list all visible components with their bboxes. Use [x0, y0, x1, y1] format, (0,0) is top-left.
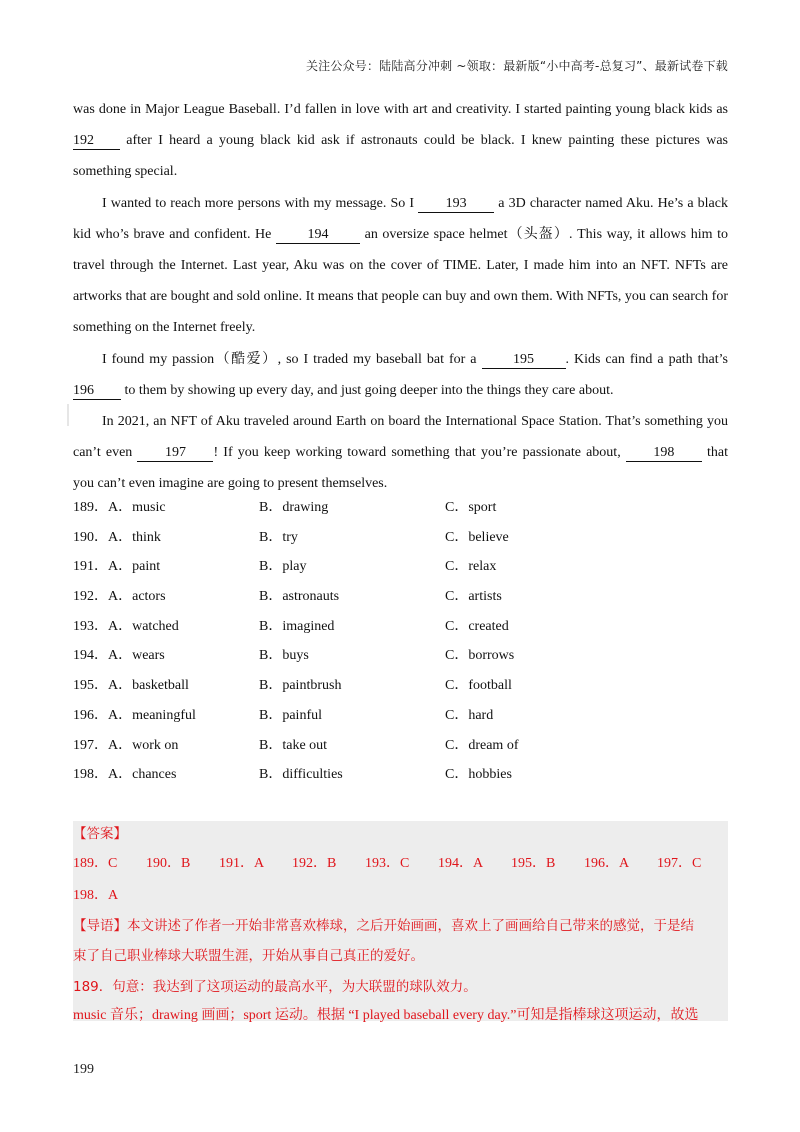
margin-mark [67, 404, 69, 426]
guide-line-1: 【导语】本文讲述了作者一开始非常喜欢棒球，之后开始画画，喜欢上了画画给自己带来的感觉，于是结 [73, 918, 694, 934]
paragraph-1: was done in Major League Baseball. I’d fallen in love with art and creativity. I started painting young black kids as 192 after I heard a young black kid ask if astronauts could be black. I knew painting these pictures was something special. [73, 102, 728, 180]
q189-explanation: music 音乐；drawing 画画；sport 运动。根据 “I played baseball every day.”可知是指棒球这项运动，故选 [73, 1008, 699, 1023]
q189-sentence: 189．句意：我达到了这项运动的最高水平，为大联盟的球队效力。 [73, 979, 477, 995]
passage [73, 94, 728, 500]
option-row: 190．A．think B．try C．believe [73, 529, 509, 545]
blank-198: 198 [626, 445, 702, 462]
answer-key-last: 198．A [73, 888, 119, 903]
options-list [73, 496, 728, 793]
option-row: 195．A．basketball B．paintbrush C．football [73, 678, 512, 694]
option-row: 198．A．chances B．difficulties C．hobbies [73, 767, 512, 783]
option-row: 189．A．music B．drawing C．sport [73, 500, 497, 515]
page-number: 199 [73, 1062, 94, 1077]
option-row: 191．A．paint B．play C．relax [73, 559, 497, 575]
option-row: 192．A．actors B．astronauts C．artists [73, 589, 502, 605]
page-header: 关注公众号：陆陆高分冲刺 ~领取：最新版“小中高考-总复习”、最新试卷下载 [305, 59, 728, 73]
paragraph-2: I wanted to reach more persons with my message. So I 193 a 3D character named Aku. He’s a black kid who’s brave and confident. He 194 an oversize space helmet（头盔）. This way, it allows him to travel through the Internet. Last year, Aku was on the cover of TIME. Later, I made him into an NFT. NFTs are artworks that are bought and sold online. It means that people can buy and own them. With NFTs, you can search for something on the Internet freely. [73, 195, 728, 336]
guide-line-2: 束了自己职业棒球大联盟生涯，开始从事自己真正的爱好。 [73, 948, 424, 964]
blank-196: 196 [73, 383, 121, 400]
paragraph-4: In 2021, an NFT of Aku traveled around Earth on board the International Space Station. That’s something you can’t even 197 ! If you keep working toward something that you’re passionate about, 198 that you can’t even imagine are going to present themselves. [73, 414, 729, 492]
answer-label: 【答案】 [73, 826, 127, 842]
paragraph-3: I found my passion（酷爱）, so I traded my baseball bat for a 195 . Kids can find a path that’s 196 to them by showing up every day, and just going deeper into the things they care about. [73, 351, 728, 398]
option-row: 197．A．work on B．take out C．dream of [73, 737, 519, 753]
option-row: 196．A．meaningful B．painful C．hard [73, 707, 494, 723]
answer-keys: 189．C 190．B 191．A 192．B 193．C 194．A 195．B 196．A 197．C [73, 856, 702, 871]
blank-192: 192 [73, 133, 120, 150]
option-row: 193．A．watched B．imagined C．created [73, 618, 509, 634]
blank-193: 193 [418, 196, 494, 213]
blank-195: 195 [482, 352, 566, 369]
option-row: 194．A．wears B．buys C．borrows [73, 648, 515, 664]
blank-197: 197 [137, 445, 213, 462]
blank-194: 194 [276, 227, 360, 244]
